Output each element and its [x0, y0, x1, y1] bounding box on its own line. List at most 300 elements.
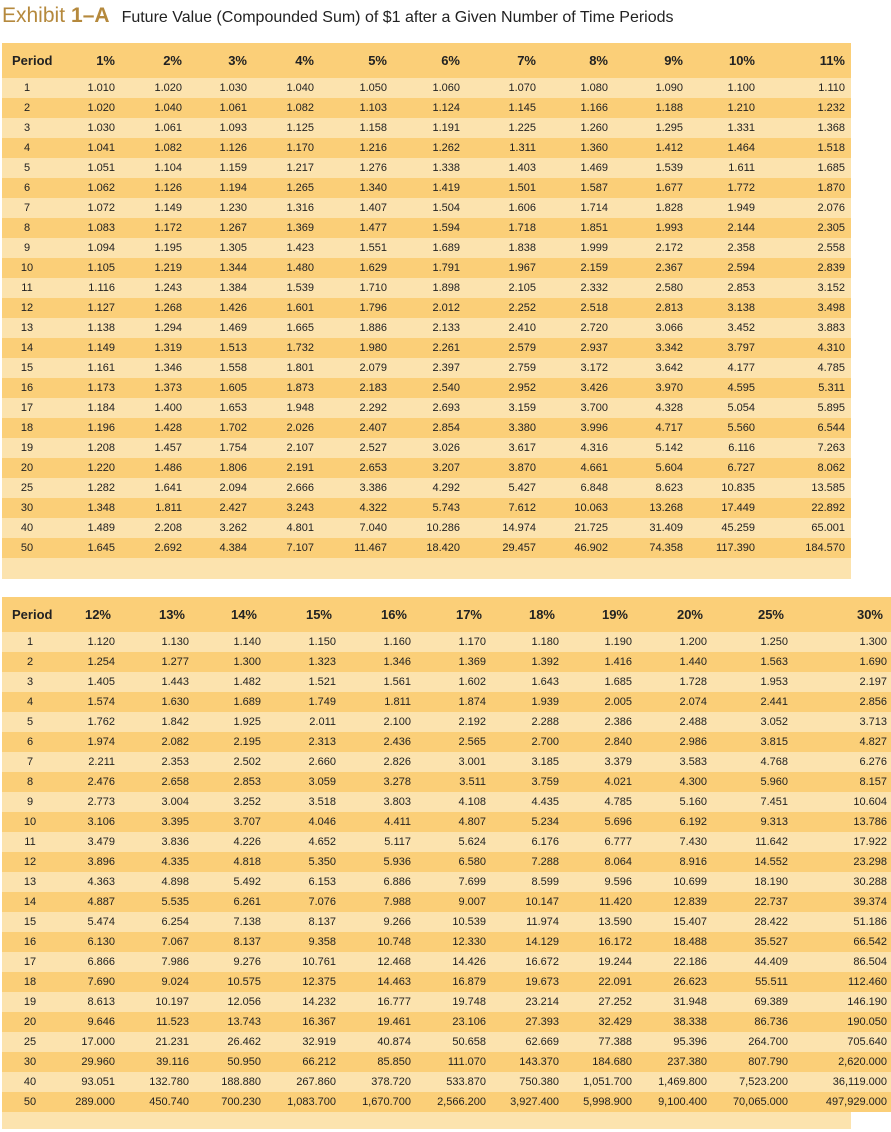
value-cell: 700.230 — [193, 1092, 265, 1112]
value-cell: 3.511 — [415, 772, 490, 792]
value-cell: 2.386 — [563, 712, 636, 732]
value-cell: 1.184 — [52, 398, 121, 418]
value-cell: 4.316 — [542, 438, 614, 458]
value-cell: 1.486 — [121, 458, 188, 478]
value-cell: 1.482 — [193, 672, 265, 692]
value-cell: 3.004 — [119, 792, 193, 812]
exhibit-label: Exhibit — [2, 4, 66, 27]
value-cell: 4.046 — [265, 812, 340, 832]
value-cell: 9.358 — [265, 932, 340, 952]
value-cell: 2.397 — [393, 358, 466, 378]
value-cell: 2.353 — [119, 752, 193, 772]
table-row — [2, 338, 851, 358]
value-cell: 8.916 — [636, 852, 711, 872]
period-cell: 6 — [2, 732, 58, 752]
value-cell: 1.870 — [761, 178, 851, 198]
value-cell: 1.348 — [52, 498, 121, 518]
value-cell: 1.838 — [466, 238, 542, 258]
value-cell: 9,100.400 — [636, 1092, 711, 1112]
table-row — [2, 972, 891, 992]
value-cell: 1.685 — [563, 672, 636, 692]
value-cell: 2.105 — [466, 278, 542, 298]
value-cell: 3.759 — [490, 772, 563, 792]
table-row — [2, 992, 891, 1012]
value-cell: 1.216 — [320, 138, 393, 158]
value-cell: 6.176 — [490, 832, 563, 852]
value-cell: 4.108 — [415, 792, 490, 812]
rate-column-header: 1% — [52, 43, 121, 78]
value-cell: 1.030 — [52, 118, 121, 138]
value-cell: 2.527 — [320, 438, 393, 458]
value-cell: 7,523.200 — [711, 1072, 792, 1092]
value-cell: 7.988 — [340, 892, 415, 912]
period-cell: 10 — [2, 812, 58, 832]
value-cell: 6.886 — [340, 872, 415, 892]
value-cell: 2.720 — [542, 318, 614, 338]
value-cell: 18.420 — [393, 538, 466, 558]
period-cell: 17 — [2, 398, 52, 418]
value-cell: 22.091 — [563, 972, 636, 992]
value-cell: 1.061 — [121, 118, 188, 138]
value-cell: 3.426 — [542, 378, 614, 398]
value-cell: 2.952 — [466, 378, 542, 398]
value-cell: 10.147 — [490, 892, 563, 912]
value-cell: 10.604 — [792, 792, 891, 812]
rate-column-header: 6% — [393, 43, 466, 78]
value-cell: 2.197 — [792, 672, 891, 692]
value-cell: 6.544 — [761, 418, 851, 438]
value-cell: 4.363 — [58, 872, 119, 892]
value-cell: 1.561 — [340, 672, 415, 692]
value-cell: 3.380 — [466, 418, 542, 438]
value-cell: 1.124 — [393, 98, 466, 118]
value-cell: 1.191 — [393, 118, 466, 138]
value-cell: 8.613 — [58, 992, 119, 1012]
value-cell: 70,065.000 — [711, 1092, 792, 1112]
value-cell: 1.801 — [253, 358, 320, 378]
table-row — [2, 852, 891, 872]
period-cell: 5 — [2, 158, 52, 178]
value-cell: 1.504 — [393, 198, 466, 218]
rate-column-header: 13% — [119, 597, 193, 632]
value-cell: 1.254 — [58, 652, 119, 672]
value-cell: 6.192 — [636, 812, 711, 832]
value-cell: 4.292 — [393, 478, 466, 498]
value-cell: 1.138 — [52, 318, 121, 338]
value-cell: 1.685 — [761, 158, 851, 178]
value-cell: 23.298 — [792, 852, 891, 872]
value-cell: 1,670.700 — [340, 1092, 415, 1112]
value-cell: 4.801 — [253, 518, 320, 538]
value-cell: 1.070 — [466, 78, 542, 98]
value-cell: 1,469.800 — [636, 1072, 711, 1092]
value-cell: 2.692 — [121, 538, 188, 558]
value-cell: 31.948 — [636, 992, 711, 1012]
value-cell: 1.166 — [542, 98, 614, 118]
exhibit-number: 1–A — [71, 4, 110, 27]
value-cell: 5.604 — [614, 458, 689, 478]
rate-column-header: 25% — [711, 597, 792, 632]
value-cell: 1.702 — [188, 418, 253, 438]
period-cell: 8 — [2, 218, 52, 238]
value-cell: 3.870 — [466, 458, 542, 478]
value-cell: 3.379 — [563, 752, 636, 772]
value-cell: 6.153 — [265, 872, 340, 892]
value-cell: 19.748 — [415, 992, 490, 1012]
value-cell: 2.488 — [636, 712, 711, 732]
value-cell: 143.370 — [490, 1052, 563, 1072]
value-cell: 1.250 — [711, 632, 792, 652]
value-cell: 1.710 — [320, 278, 393, 298]
value-cell: 22.737 — [711, 892, 792, 912]
rate-column-header: 17% — [415, 597, 490, 632]
value-cell: 5.560 — [689, 418, 761, 438]
value-cell: 3.707 — [193, 812, 265, 832]
value-cell: 65.001 — [761, 518, 851, 538]
value-cell: 6.777 — [563, 832, 636, 852]
period-cell: 19 — [2, 438, 52, 458]
value-cell: 1.277 — [119, 652, 193, 672]
value-cell: 16.172 — [563, 932, 636, 952]
value-cell: 112.460 — [792, 972, 891, 992]
value-cell: 1.180 — [490, 632, 563, 652]
period-cell: 11 — [2, 832, 58, 852]
value-cell: 13.743 — [193, 1012, 265, 1032]
value-cell: 16.672 — [490, 952, 563, 972]
value-cell: 1.190 — [563, 632, 636, 652]
value-cell: 1.331 — [689, 118, 761, 138]
value-cell: 5,998.900 — [563, 1092, 636, 1112]
value-cell: 1.369 — [415, 652, 490, 672]
value-cell: 1.041 — [52, 138, 121, 158]
value-cell: 1.060 — [393, 78, 466, 98]
value-cell: 77.388 — [563, 1032, 636, 1052]
value-cell: 3.518 — [265, 792, 340, 812]
rate-column-header: 12% — [58, 597, 119, 632]
value-cell: 19.673 — [490, 972, 563, 992]
value-cell: 1.513 — [188, 338, 253, 358]
value-cell: 1.606 — [466, 198, 542, 218]
value-cell: 2.305 — [761, 218, 851, 238]
table-row — [2, 518, 851, 538]
value-cell: 750.380 — [490, 1072, 563, 1092]
value-cell: 1.173 — [52, 378, 121, 398]
value-cell: 1.116 — [52, 278, 121, 298]
value-cell: 1.806 — [188, 458, 253, 478]
value-cell: 1.828 — [614, 198, 689, 218]
table-row — [2, 692, 891, 712]
period-cell: 12 — [2, 852, 58, 872]
value-cell: 3.059 — [265, 772, 340, 792]
value-cell: 16.879 — [415, 972, 490, 992]
value-cell: 1.369 — [253, 218, 320, 238]
value-cell: 12.468 — [340, 952, 415, 972]
rate-column-header: 2% — [121, 43, 188, 78]
value-cell: 4.021 — [563, 772, 636, 792]
value-cell: 7.451 — [711, 792, 792, 812]
table-row — [2, 832, 891, 852]
value-cell: 4.827 — [792, 732, 891, 752]
table-header-row — [2, 43, 851, 78]
period-cell: 17 — [2, 952, 58, 972]
period-cell: 2 — [2, 98, 52, 118]
value-cell: 1.061 — [188, 98, 253, 118]
table-row — [2, 932, 891, 952]
value-cell: 6.580 — [415, 852, 490, 872]
value-cell: 4.177 — [689, 358, 761, 378]
value-cell: 184.570 — [761, 538, 851, 558]
value-cell: 2.133 — [393, 318, 466, 338]
period-cell: 14 — [2, 338, 52, 358]
value-cell: 1.993 — [614, 218, 689, 238]
value-cell: 13.786 — [792, 812, 891, 832]
value-cell: 1.100 — [689, 78, 761, 98]
value-cell: 5.234 — [490, 812, 563, 832]
value-cell: 1.188 — [614, 98, 689, 118]
value-cell: 28.422 — [711, 912, 792, 932]
value-cell: 3.243 — [253, 498, 320, 518]
value-cell: 10.835 — [689, 478, 761, 498]
value-cell: 7.067 — [119, 932, 193, 952]
value-cell: 3.252 — [193, 792, 265, 812]
value-cell: 1.149 — [121, 198, 188, 218]
value-cell: 3.159 — [466, 398, 542, 418]
value-cell: 5.936 — [340, 852, 415, 872]
value-cell: 264.700 — [711, 1032, 792, 1052]
value-cell: 1.469 — [188, 318, 253, 338]
value-cell: 6.848 — [542, 478, 614, 498]
exhibit-caption: Future Value (Compounded Sum) of $1 after a Given Number of Time Periods — [121, 9, 674, 26]
rate-column-header: 4% — [253, 43, 320, 78]
value-cell: 1.104 — [121, 158, 188, 178]
value-cell: 4.785 — [761, 358, 851, 378]
value-cell: 3.207 — [393, 458, 466, 478]
value-cell: 289.000 — [58, 1092, 119, 1112]
value-cell: 4.300 — [636, 772, 711, 792]
value-cell: 1.405 — [58, 672, 119, 692]
value-cell: 1.311 — [466, 138, 542, 158]
period-cell: 30 — [2, 1052, 58, 1072]
period-cell: 1 — [2, 78, 52, 98]
value-cell: 1.050 — [320, 78, 393, 98]
value-cell: 1.728 — [636, 672, 711, 692]
value-cell: 2.854 — [393, 418, 466, 438]
value-cell: 1.811 — [121, 498, 188, 518]
value-cell: 2.192 — [415, 712, 490, 732]
value-cell: 2.074 — [636, 692, 711, 712]
value-cell: 5.350 — [265, 852, 340, 872]
value-cell: 10.575 — [193, 972, 265, 992]
value-cell: 1.172 — [121, 218, 188, 238]
value-cell: 2.011 — [265, 712, 340, 732]
value-cell: 1.225 — [466, 118, 542, 138]
value-cell: 1.419 — [393, 178, 466, 198]
value-cell: 184.680 — [563, 1052, 636, 1072]
value-cell: 3.700 — [542, 398, 614, 418]
value-cell: 9.596 — [563, 872, 636, 892]
value-cell: 1.020 — [121, 78, 188, 98]
value-cell: 2.358 — [689, 238, 761, 258]
table-row — [2, 632, 891, 652]
value-cell: 1.338 — [393, 158, 466, 178]
value-cell: 39.374 — [792, 892, 891, 912]
value-cell: 1.796 — [320, 298, 393, 318]
value-cell: 2.100 — [340, 712, 415, 732]
value-cell: 9.007 — [415, 892, 490, 912]
value-cell: 1.480 — [253, 258, 320, 278]
value-cell: 11.523 — [119, 1012, 193, 1032]
value-cell: 1.558 — [188, 358, 253, 378]
value-cell: 1.645 — [52, 538, 121, 558]
table-row — [2, 952, 891, 972]
table-row — [2, 1092, 891, 1112]
value-cell: 5.311 — [761, 378, 851, 398]
period-cell: 2 — [2, 652, 58, 672]
value-cell: 1.276 — [320, 158, 393, 178]
value-cell: 1,083.700 — [265, 1092, 340, 1112]
value-cell: 1.103 — [320, 98, 393, 118]
value-cell: 1.551 — [320, 238, 393, 258]
value-cell: 4.661 — [542, 458, 614, 478]
value-cell: 3.278 — [340, 772, 415, 792]
value-cell: 23.106 — [415, 1012, 490, 1032]
value-cell: 1.294 — [121, 318, 188, 338]
rate-column-header: 3% — [188, 43, 253, 78]
value-cell: 36,119.000 — [792, 1072, 891, 1092]
value-cell: 267.860 — [265, 1072, 340, 1092]
value-cell: 50.658 — [415, 1032, 490, 1052]
value-cell: 705.640 — [792, 1032, 891, 1052]
value-cell: 15.407 — [636, 912, 711, 932]
period-cell: 12 — [2, 298, 52, 318]
value-cell: 2.332 — [542, 278, 614, 298]
table-row — [2, 498, 851, 518]
value-cell: 5.427 — [466, 478, 542, 498]
value-cell: 3.896 — [58, 852, 119, 872]
value-cell: 3.395 — [119, 812, 193, 832]
value-cell: 45.259 — [689, 518, 761, 538]
value-cell: 1.170 — [253, 138, 320, 158]
value-cell: 2.693 — [393, 398, 466, 418]
value-cell: 5.142 — [614, 438, 689, 458]
value-cell: 5.492 — [193, 872, 265, 892]
period-cell: 18 — [2, 418, 52, 438]
value-cell: 190.050 — [792, 1012, 891, 1032]
table-row — [2, 418, 851, 438]
value-cell: 12.056 — [193, 992, 265, 1012]
value-cell: 1.464 — [689, 138, 761, 158]
value-cell: 1.762 — [58, 712, 119, 732]
table-row — [2, 892, 891, 912]
value-cell: 117.390 — [689, 538, 761, 558]
value-cell: 7.430 — [636, 832, 711, 852]
value-cell: 2.191 — [253, 458, 320, 478]
value-cell: 13.585 — [761, 478, 851, 498]
value-cell: 1.749 — [265, 692, 340, 712]
value-cell: 1.295 — [614, 118, 689, 138]
value-cell: 4.785 — [563, 792, 636, 812]
value-cell: 7.288 — [490, 852, 563, 872]
value-cell: 1.948 — [253, 398, 320, 418]
value-cell: 11.974 — [490, 912, 563, 932]
value-cell: 2.937 — [542, 338, 614, 358]
value-cell: 3.970 — [614, 378, 689, 398]
table-row — [2, 772, 891, 792]
value-cell: 1.230 — [188, 198, 253, 218]
value-cell: 6.261 — [193, 892, 265, 912]
value-cell: 1.072 — [52, 198, 121, 218]
value-cell: 450.740 — [119, 1092, 193, 1112]
value-cell: 29.457 — [466, 538, 542, 558]
future-value-table-panel-1 — [2, 43, 851, 579]
value-cell: 26.462 — [193, 1032, 265, 1052]
value-cell: 10.539 — [415, 912, 490, 932]
value-cell: 3,927.400 — [490, 1092, 563, 1112]
value-cell: 3.617 — [466, 438, 542, 458]
value-cell: 2.292 — [320, 398, 393, 418]
table-row — [2, 258, 851, 278]
value-cell: 1.195 — [121, 238, 188, 258]
rate-column-header: 19% — [563, 597, 636, 632]
value-cell: 1.602 — [415, 672, 490, 692]
value-cell: 66.542 — [792, 932, 891, 952]
value-cell: 1.217 — [253, 158, 320, 178]
value-cell: 1.423 — [253, 238, 320, 258]
value-cell: 1.127 — [52, 298, 121, 318]
value-cell: 2.540 — [393, 378, 466, 398]
value-cell: 378.720 — [340, 1072, 415, 1092]
value-cell: 1.539 — [253, 278, 320, 298]
value-cell: 1.010 — [52, 78, 121, 98]
period-cell: 9 — [2, 238, 52, 258]
value-cell: 9.024 — [119, 972, 193, 992]
value-cell: 2.427 — [188, 498, 253, 518]
value-cell: 16.367 — [265, 1012, 340, 1032]
value-cell: 22.892 — [761, 498, 851, 518]
value-cell: 3.452 — [689, 318, 761, 338]
value-cell: 1.521 — [265, 672, 340, 692]
value-cell: 2.660 — [265, 752, 340, 772]
value-cell: 2.840 — [563, 732, 636, 752]
period-cell: 9 — [2, 792, 58, 812]
value-cell: 1.340 — [320, 178, 393, 198]
value-cell: 1.130 — [119, 632, 193, 652]
value-cell: 1.243 — [121, 278, 188, 298]
value-cell: 7.138 — [193, 912, 265, 932]
value-cell: 7.612 — [466, 498, 542, 518]
value-cell: 1.368 — [761, 118, 851, 138]
value-cell: 21.231 — [119, 1032, 193, 1052]
value-cell: 51.186 — [792, 912, 891, 932]
value-cell: 10.197 — [119, 992, 193, 1012]
value-cell: 2.172 — [614, 238, 689, 258]
value-cell: 497,929.000 — [792, 1092, 891, 1112]
value-cell: 1.574 — [58, 692, 119, 712]
value-cell: 3.883 — [761, 318, 851, 338]
value-cell: 1.150 — [265, 632, 340, 652]
value-cell: 1.718 — [466, 218, 542, 238]
rate-column-header: 18% — [490, 597, 563, 632]
table-row — [2, 912, 891, 932]
value-cell: 2.476 — [58, 772, 119, 792]
period-cell: 20 — [2, 1012, 58, 1032]
period-cell: 10 — [2, 258, 52, 278]
value-cell: 1.093 — [188, 118, 253, 138]
value-cell: 1.200 — [636, 632, 711, 652]
value-cell: 95.396 — [636, 1032, 711, 1052]
value-cell: 1.629 — [320, 258, 393, 278]
value-cell: 5.696 — [563, 812, 636, 832]
